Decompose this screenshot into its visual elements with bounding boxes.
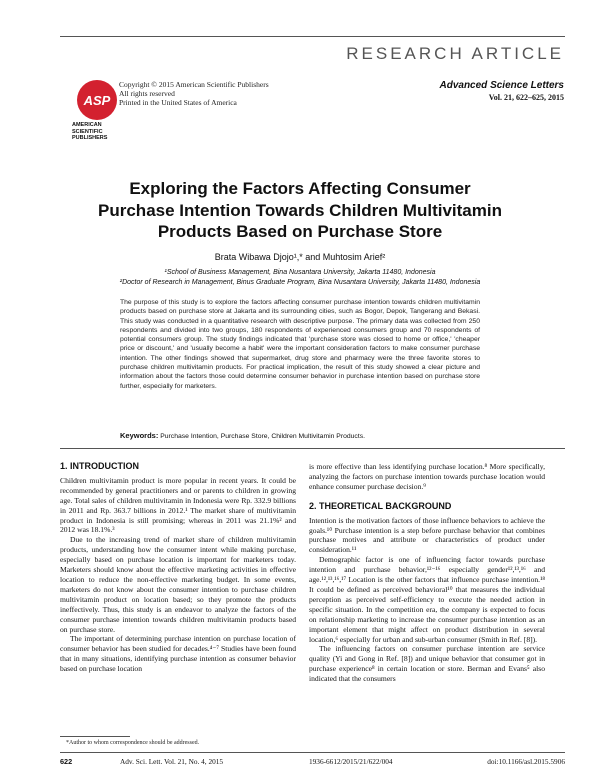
copyright-line: All rights reserved — [119, 89, 175, 98]
article-type-label: RESEARCH ARTICLE — [346, 44, 564, 63]
introduction-heading: 1. INTRODUCTION — [60, 461, 140, 471]
background-paragraph: Demographic factor is one of influencing factor towards purchase intention and purchase behavior,¹²⁻¹⁶ especially gender¹²,¹³,¹⁶ and age.¹²,¹³,¹⁶,¹⁷ Location is the other factors that influence purchase intention.¹⁸ It could be defined as perceived behavioral¹⁰ that measures the individual perception as perceived self-efficiency to execute the needed action in specific situation. In the competition era, the company is expected to focus on relationship marketing to increase the consumer purchase intention as an important element that might affect on product distribution in several location,⁶ especially for urban and sub-urban consumer (Smith in Ref. [8]). — [309, 555, 545, 644]
background-paragraph: Intention is the motivation factors of those influence behaviors to achieve the goals.¹⁰ Purchase intention is a step before purchase behavior that combines purchase motives and attribute or characteristics of product under consideration.¹¹ — [309, 515, 545, 555]
journal-info — [440, 80, 565, 102]
affiliations — [60, 268, 540, 288]
footnote-rule — [60, 736, 130, 737]
footer-rule — [60, 752, 565, 753]
intro-paragraph: Due to the increasing trend of market share of children multivitamin products, understanding how the consumer intent while making purchase, especially based on purchase location is important for marketers today. Marketers should know about the effective marketing activities in effective location to reduce the non-effective marketing budget. In some events, marketers do not know about the consumer intention to purchase children multivitamin product on location based; so they promote the products ineffectively. Thus, this study is an endeavor to analyze the factors of the consumer purchase intention towards children multivitamin products based on purchase store. — [60, 535, 296, 634]
page-number: 622 — [60, 757, 73, 766]
background-heading: 2. THEORETICAL BACKGROUND — [309, 500, 452, 511]
journal-volume: Vol. 21, 622–625, 2015 — [488, 93, 564, 102]
abstract: The purpose of this study is to explore the factors affecting consumer purchase intention towards children multivitamin products based on purchase store at Jakarta and its surrounding cities, such as Bogor, Depok, Tangerang and Bekasi. This study was conducted in a quantitative research with descriptive purpose. The primary data was collected from 250 respondents and divided into two groups, 180 respondents of experienced consumers group and 70 respondents of potential consumers group. The study findings indicated that 'purchase store was closed to home or office,' 'cheaper price or discount,' and 'usually become a habit' were the important consideration factors to make consumer purchase intention. The other findings showed that supermarket, drug store and pharmacy were the three favorite stores to purchase children multivitamin products. For practical implication, the result of this study showed a clear picture and information about the factors those could determine consumer behavior in purchase intention based on purchase store further, especially for marketers. — [120, 299, 480, 390]
header-rule — [60, 36, 565, 37]
paper-title — [60, 178, 540, 243]
logo-text: ASP — [83, 92, 111, 108]
keywords — [120, 431, 480, 440]
publisher-logo — [77, 80, 117, 120]
copyright-line: Printed in the United States of America — [119, 98, 237, 107]
keywords-text: Purchase Intention, Purchase Store, Children Multivitamin Products. — [160, 433, 365, 440]
left-column — [60, 462, 296, 674]
copyright-line: Copyright © 2015 American Scientific Publishers — [119, 80, 269, 89]
intro-paragraph: is more effective than less identifying purchase location.⁸ More specifically, analyzing the factors on purchase intention towards purchase location would enhance consumer purchase decision.⁹ — [309, 462, 545, 491]
journal-reference: Adv. Sci. Lett. Vol. 21, No. 4, 2015 — [120, 757, 224, 766]
title-line: Purchase Intention Towards Children Multivitamin — [98, 200, 502, 220]
abstract-rule — [60, 448, 565, 449]
intro-paragraph: Children multivitamin product is more popular in recent years. It could be recommended by general practitioners and or parents to children in growing age. Total sales of children multivitamin in Indonesia were Rp. 332.9 billions in 2011 and Rp. 363.7 billions in 2012.¹ The market share of multivitamin product in Indonesia is still promising; whereas in 2011 was 21.1%² and 2012 was 18.1%.³ — [60, 475, 296, 535]
footnote: *Author to whom correspondence should be addressed. — [66, 740, 200, 746]
doi: doi:10.1166/asl.2015.5906 — [487, 757, 565, 766]
copyright-block — [119, 80, 269, 107]
affiliation: ²Doctor of Research in Management, Binus Graduate Program, Bina Nusantara University, Jakarta 11480, Indonesia — [119, 279, 481, 286]
title-line: Exploring the Factors Affecting Consumer — [129, 179, 471, 198]
issn: 1936-6612/2015/21/622/004 — [309, 757, 393, 766]
journal-name: Advanced Science Letters — [439, 80, 564, 91]
intro-paragraph: The important of determining purchase intention on purchase location of consumer behavior has been studied for decades.⁴⁻⁷ Studies have been found that in many situations, identifying purchase intention as consumer behavior based on purchase location — [60, 634, 296, 674]
publisher-name: AMERICAN SCIENTIFIC PUBLISHERS — [72, 122, 108, 141]
right-column — [309, 462, 545, 684]
affiliation: ¹School of Business Management, Bina Nusantara University, Jakarta 11480, Indonesia — [164, 269, 436, 276]
title-line: Products Based on Purchase Store — [157, 222, 443, 241]
author-list: Brata Wibawa Djojo¹,* and Muhtosim Arief² — [214, 252, 386, 262]
keywords-label: Keywords: — [120, 431, 159, 440]
background-paragraph: The influencing factors on consumer purchase intention are service quality (Yi and Gong in Ref. [8]) and unique behavior that consumer got in purchase experience⁸ in certain location or store. Berman and Evans⁵ also indicated that the consumers — [309, 644, 545, 684]
